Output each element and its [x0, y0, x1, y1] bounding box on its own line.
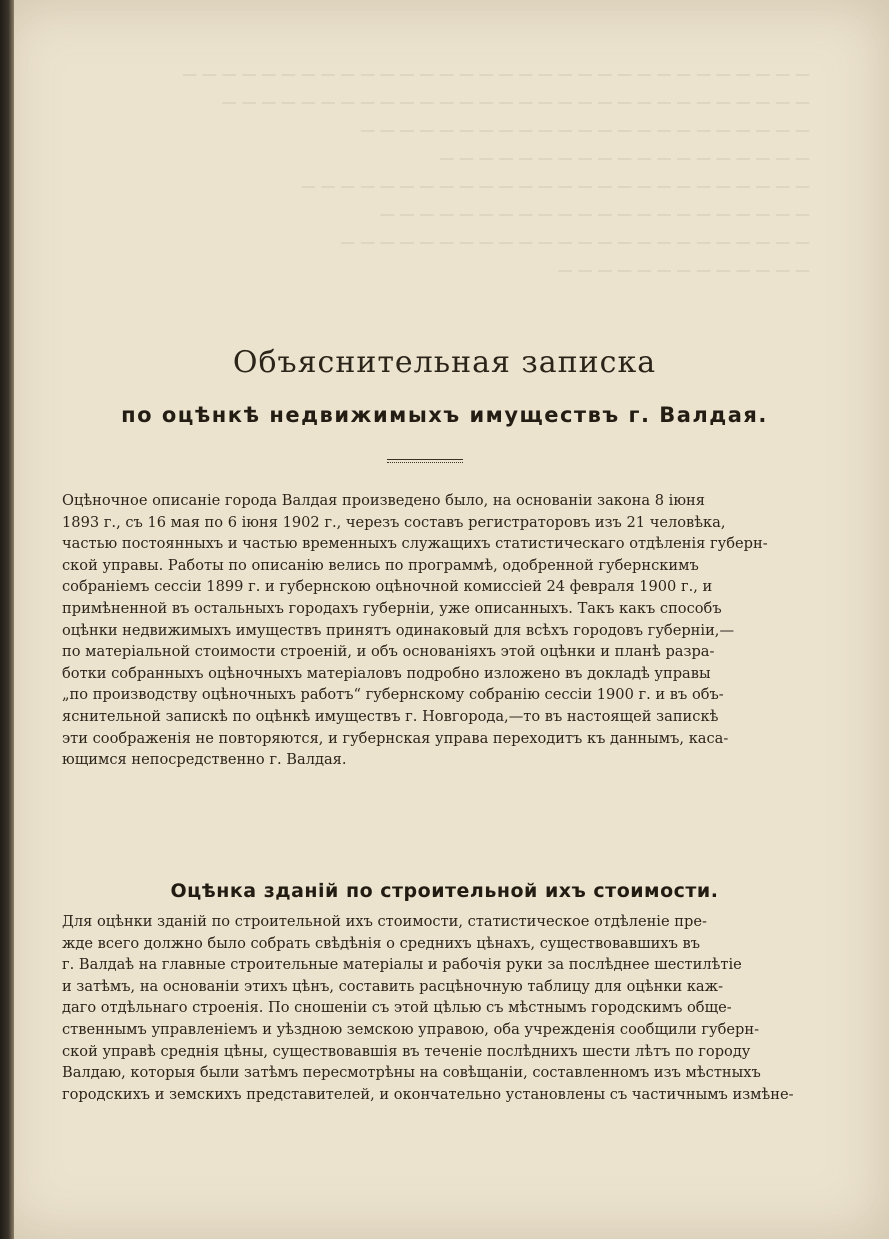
paragraph-line: городскихъ и земскихъ представителей, и окончательно установлены съ частичнымъ измѣне-: [62, 1085, 794, 1103]
paragraph-line: эти соображенія не повторяются, и губернская управа переходитъ къ даннымъ, каса-: [62, 729, 729, 747]
paragraph-line: ской управы. Работы по описанію велись по программѣ, одобренной губернскимъ: [62, 556, 699, 574]
section-paragraph: [62, 911, 827, 1105]
paragraph-line: жде всего должно было собрать свѣдѣнія о среднихъ цѣнахъ, существовавшихъ въ: [62, 934, 701, 952]
title-divider: [387, 459, 463, 463]
paragraph-line: Для оцѣнки зданій по строительной ихъ стоимости, статистическое отдѣленіе пре-: [62, 913, 707, 930]
paragraph-line: по матеріальной стоимости строеній, и объ основаніяхъ этой оцѣнки и планѣ разра-: [62, 643, 715, 661]
paragraph-line: „по производству оцѣночныхъ работъ“ губернскому собранію сессіи 1900 г. и въ объ-: [62, 686, 724, 704]
paragraph-line: и затѣмъ, на основаніи этихъ цѣнъ, составить расцѣночную таблицу для оцѣнки каж-: [62, 977, 723, 995]
document-title: Объяснительная записка: [232, 345, 657, 381]
paragraph-line: г. Валдаѣ на главные строительные матеріалы и рабочія руки за послѣднее шестилѣтіе: [62, 956, 742, 974]
paragraph-line: 1893 г., съ 16 мая по 6 іюня 1902 г., черезъ составъ регистраторовъ изъ 21 человѣка,: [62, 513, 726, 531]
paragraph-line: Валдаю, которыя были затѣмъ пересмотрѣны на совѣщаніи, составленномъ изъ мѣстныхъ: [62, 1064, 761, 1082]
paragraph-line: даго отдѣльнаго строенія. По сношеніи съ этой цѣлью съ мѣстнымъ городскимъ обще-: [62, 999, 732, 1017]
paragraph-line: оцѣнки недвижимыхъ имуществъ принятъ одинаковый для всѣхъ городовъ губерніи,—: [62, 621, 735, 639]
paragraph-line: ственнымъ управленіемъ и уѣздною земскою управою, оба учрежденія сообщили губерн-: [62, 1020, 760, 1038]
paragraph-line: Оцѣночное описаніе города Валдая произведено было, на основаніи закона 8 іюня: [62, 492, 705, 509]
show-through-text: — — — — — — — — — — — — — — — — — — — — — — — — — — — — — — — — — — — — — — — — — — — — — — — — — — — — — — — — — — — — — — — — — — — — — — — — — — — — — — — — — — — — — — — — — — — — — — — — — — — — — — — — — — — — — — — — — — — — — — — — — — — — — — — — — — — — — — — — — — — — — — — — — — — — — — — — — — — — — — — — — — — — — — — — — — — — — — — — — — — — — — — — — — — — —: [182, 65, 810, 279]
document-subtitle: по оцѣнкѣ недвижимыхъ имуществъ г. Валдая.: [121, 403, 768, 428]
book-binding-edge: [0, 0, 14, 1239]
paragraph-line: частью постоянныхъ и частью временныхъ служащихъ статистическаго отдѣленія губерн-: [62, 535, 768, 553]
paragraph-line: собраніемъ сессіи 1899 г. и губернскою оцѣночной комиссіей 24 февраля 1900 г., и: [62, 578, 713, 596]
paragraph-line: яснительной запискѣ по оцѣнкѣ имуществъ г. Новгорода,—то въ настоящей запискѣ: [62, 707, 719, 725]
intro-paragraph: [62, 490, 827, 771]
paragraph-line: примѣненной въ остальныхъ городахъ губерніи, уже описанныхъ. Такъ какъ способъ: [62, 599, 722, 617]
paragraph-line: ющимся непосредственно г. Валдая.: [62, 751, 347, 769]
paragraph-line: ботки собранныхъ оцѣночныхъ матеріаловъ подробно изложено въ докладѣ управы: [62, 664, 711, 682]
section-heading: Оцѣнка зданій по строительной ихъ стоимости.: [170, 880, 719, 902]
paragraph-line: ской управѣ среднія цѣны, существовавшія въ теченіе послѣднихъ шести лѣтъ по городу: [62, 1042, 751, 1060]
